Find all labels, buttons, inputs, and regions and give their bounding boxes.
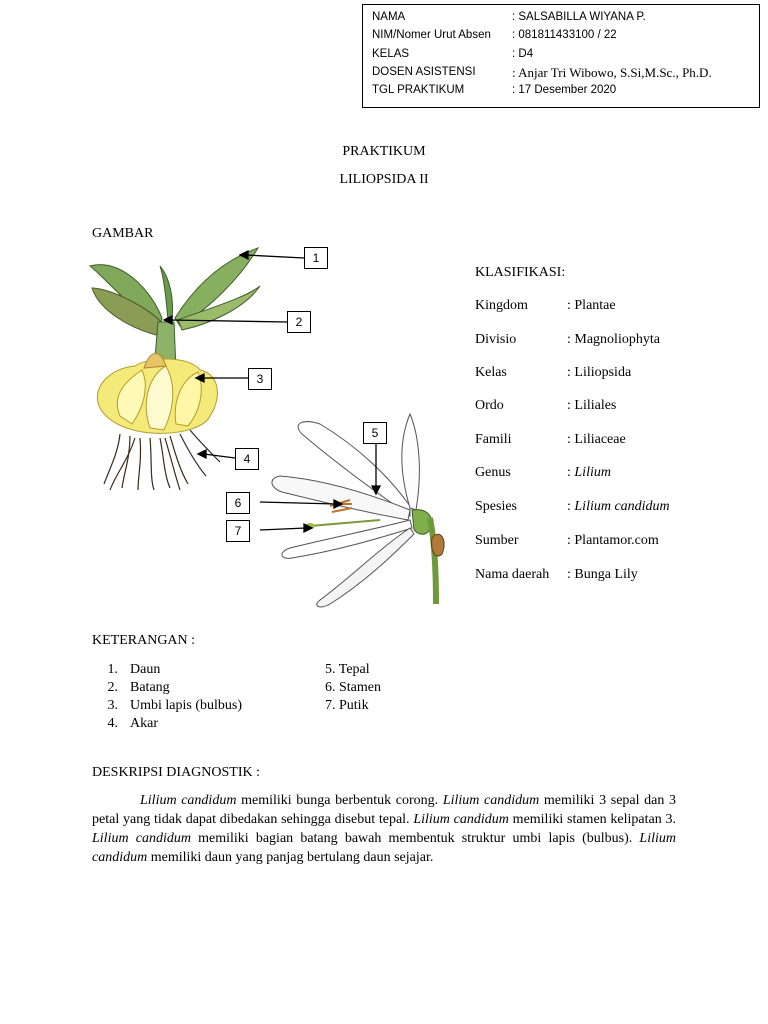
klasifikasi-key: Divisio (475, 332, 517, 347)
label-box-5: 5 (363, 422, 387, 444)
keterangan-item (92, 698, 242, 714)
klasifikasi-key: Kelas (475, 365, 507, 380)
klasifikasi-key: Nama daerah (475, 567, 550, 582)
identity-value: : Anjar Tri Wibowo, S.Si,M.Sc., Ph.D. (512, 65, 712, 80)
species-italic: Lilium candidum (92, 831, 191, 846)
klasifikasi-key: Sumber (475, 533, 519, 548)
identity-value: : 081811433100 / 22 (512, 29, 617, 41)
klasifikasi-value: : Bunga Lily (567, 567, 638, 582)
keterangan-item-putik: 7. Putik (325, 698, 369, 713)
deskripsi-text: memiliki bagian batang bawah membentuk struktur umbi lapis (bulbus). (190, 831, 640, 846)
klasifikasi-value: : Liliaceae (567, 432, 626, 447)
keterangan-text: Akar (130, 716, 158, 731)
keterangan-item (92, 662, 160, 678)
klasifikasi-colon: : (567, 499, 575, 514)
deskripsi-paragraph (92, 791, 676, 867)
klasifikasi-value: : Plantae (567, 298, 616, 313)
identity-key: NAMA (372, 11, 406, 23)
title-praktikum: PRAKTIKUM (342, 144, 426, 159)
label-box-1: 1 (304, 247, 328, 269)
klasifikasi-value: : Liliopsida (567, 365, 632, 380)
identity-key: KELAS (372, 48, 410, 60)
deskripsi-text: memiliki 3 sepal dan 3 petal yang tidak dapat dibedakan sehingga disebut tepal. (92, 793, 677, 827)
klasifikasi-value: : Magnoliophyta (567, 332, 660, 347)
deskripsi-text: memiliki bunga berbentuk corong. (236, 793, 443, 808)
klasifikasi-key: Kingdom (475, 298, 528, 313)
keterangan-item (92, 680, 170, 696)
gambar-heading: GAMBAR (92, 226, 154, 241)
identity-key: TGL PRAKTIKUM (372, 84, 465, 96)
identity-key: DOSEN ASISTENSI (372, 66, 476, 78)
keterangan-num: 3. (107, 698, 118, 713)
keterangan-text: Umbi lapis (bulbus) (130, 698, 242, 713)
klasifikasi-key: Famili (475, 432, 512, 447)
klasifikasi-value (567, 465, 611, 481)
species-italic: Lilium candidum (442, 793, 540, 808)
identity-value: : D4 (512, 48, 534, 60)
label-box-6: 6 (226, 492, 250, 514)
klasifikasi-colon: : (567, 465, 575, 480)
lily-illustration (80, 238, 470, 610)
keterangan-item (92, 716, 158, 732)
bulb-drawing (97, 353, 217, 433)
keterangan-item-tepal: 5. Tepal (325, 662, 370, 677)
genus-italic: Lilium (574, 465, 611, 480)
klasifikasi-key: Genus (475, 465, 511, 480)
klasifikasi-value (567, 499, 670, 515)
identity-value: : 17 Desember 2020 (512, 84, 617, 96)
keterangan-num: 1. (107, 662, 118, 677)
leaf-drawing (90, 248, 260, 336)
roots-drawing (104, 430, 220, 490)
klasifikasi-value: : Plantamor.com (567, 533, 659, 548)
identity-value: : SALSABILLA WIYANA P. (512, 11, 646, 23)
label-box-4: 4 (235, 448, 259, 470)
identity-key: NIM/Nomer Urut Absen (372, 29, 491, 41)
species-italic: Lilium candidum (92, 831, 676, 865)
spesies-italic: Lilium candidum (574, 499, 670, 514)
keterangan-text: Batang (130, 680, 170, 695)
keterangan-item-stamen: 6. Stamen (325, 680, 381, 695)
identity-box (362, 4, 760, 108)
flower-drawing (272, 414, 444, 607)
klasifikasi-key: Ordo (475, 398, 504, 413)
deskripsi-text: memiliki daun yang panjag bertulang daun sejajar. (147, 850, 434, 865)
deskripsi-text: memiliki stamen kelipatan 3. (508, 812, 677, 827)
species-italic: Lilium candidum (140, 793, 237, 808)
klasifikasi-heading: KLASIFIKASI: (475, 265, 566, 280)
klasifikasi-value: : Liliales (567, 398, 617, 413)
keterangan-num: 2. (107, 680, 118, 695)
klasifikasi-key: Spesies (475, 499, 517, 514)
keterangan-text: Daun (130, 662, 161, 677)
label-box-2: 2 (287, 311, 311, 333)
species-italic: Lilium candidum (413, 812, 509, 827)
keterangan-heading: KETERANGAN : (92, 633, 196, 648)
label-box-7: 7 (226, 520, 250, 542)
deskripsi-heading: DESKRIPSI DIAGNOSTIK : (92, 765, 261, 780)
title-liliopsida: LILIOPSIDA II (339, 172, 429, 187)
keterangan-num: 4. (107, 716, 118, 731)
label-box-3: 3 (248, 368, 272, 390)
